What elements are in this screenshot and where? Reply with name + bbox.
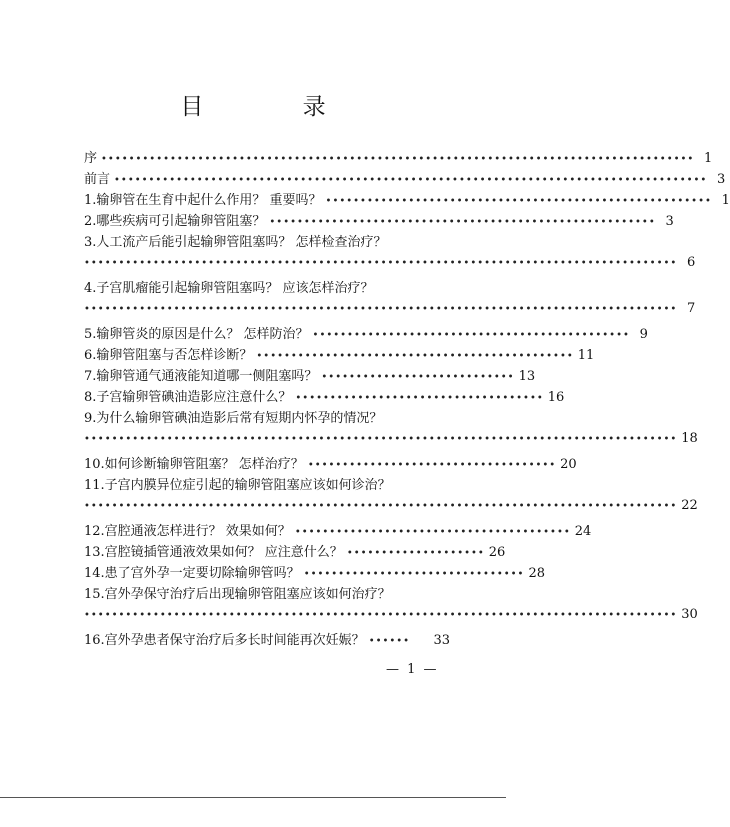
toc-entry-label: 14.患了宫外孕一定要切除输卵管吗？	[84, 566, 300, 581]
toc-entry-label: 5.输卵管炎的原因是什么？ 怎样防治？	[84, 327, 309, 342]
toc-entry-16[interactable]	[84, 630, 450, 651]
leader-dots: ••••••••••••••••••••••••••••••••••••••••••••••	[256, 351, 574, 362]
toc-entry-label: 11.子宫内膜异位症引起的输卵管阻塞应该如何诊治？	[84, 478, 391, 493]
page-number: — 1 —	[386, 662, 439, 677]
leader-dots: ••••••••••••••••••••	[346, 548, 485, 559]
leader-dots: ••••••••••••••••••••••••••••••••••••	[307, 460, 557, 471]
toc-entry-label: 7.输卵管通气通液能知道哪一侧阻塞吗？	[84, 369, 318, 384]
leader-dots: ••••••••••••••••••••••••••••••••••••••••••••••••••••••••••••••••••••••••••••••••••••••	[84, 610, 678, 621]
leader-dots: ••••••	[368, 636, 411, 647]
toc-entry-label: 2.哪些疾病可引起输卵管阻塞？	[84, 214, 266, 229]
leader-dots: ••••••••••••••••••••••••••••••••••••••••••••••••••••••••••••••••••••••••••••••••••••••	[84, 501, 678, 512]
leader-dots: ••••••••••••••••••••••••••••••••	[303, 569, 525, 580]
table-of-contents	[84, 148, 730, 651]
toc-entry-8[interactable]	[84, 387, 565, 408]
toc-entry-label: 6.输卵管阻塞与否怎样诊断？	[84, 348, 253, 363]
toc-entry-page: 1	[721, 193, 730, 208]
toc-entry-9[interactable]	[84, 408, 698, 449]
toc-entry-page: 22	[681, 498, 698, 513]
toc-entry-11[interactable]	[84, 475, 698, 516]
page-title: 目 录	[180, 94, 372, 120]
toc-entry-label: 前言	[84, 172, 111, 187]
toc-entry-foreword[interactable]	[84, 169, 726, 190]
toc-entry-12[interactable]	[84, 521, 592, 542]
toc-entry-13[interactable]	[84, 542, 506, 563]
leader-dots: ••••••••••••••••••••••••••••••••••••••••••••••••••••••••••••••••••••••••••••••••••••••	[84, 304, 678, 315]
toc-entry-label: 8.子宫输卵管碘油造影应注意什么？	[84, 390, 292, 405]
toc-entry-6[interactable]	[84, 345, 595, 366]
toc-entry-page: 33	[433, 633, 450, 648]
leader-dots: ••••••••••••••••••••••••••••••••••••••••••••••••••••••••	[269, 217, 656, 228]
leader-dots: ••••••••••••••••••••••••••••••••••••••••••••••	[312, 330, 630, 341]
toc-entry-page: 9	[639, 327, 648, 342]
leader-dots: ••••••••••••••••••••••••••••••••••••••••	[294, 527, 571, 538]
toc-entry-page: 30	[681, 607, 698, 622]
toc-entry-label: 序	[84, 151, 98, 166]
toc-entry-label: 12.宫腔通液怎样进行？ 效果如何？	[84, 524, 291, 539]
toc-entry-label: 4.子宫肌瘤能引起输卵管阻塞吗？ 应该怎样治疗？	[84, 281, 374, 296]
leader-dots: ••••••••••••••••••••••••••••••••••••••••••••••••••••••••	[325, 196, 712, 207]
leader-dots: ••••••••••••••••••••••••••••••••••••••••••••••••••••••••••••••••••••••••••••••••••••••	[84, 434, 678, 445]
bottom-rule	[0, 797, 506, 798]
toc-entry-page: 16	[547, 390, 565, 405]
toc-entry-page: 18	[681, 431, 698, 446]
toc-entry-label: 3.人工流产后能引起输卵管阻塞吗？ 怎样检查治疗？	[84, 235, 387, 250]
leader-dots: ••••••••••••••••••••••••••••••••••••••••••••••••••••••••••••••••••••••••••••••••••••••	[84, 258, 678, 269]
toc-entry-page: 13	[518, 369, 536, 384]
toc-entry-4[interactable]	[84, 278, 696, 319]
leader-dots: ••••••••••••••••••••••••••••	[321, 372, 515, 383]
toc-entry-label: 9.为什么输卵管碘油造影后常有短期内怀孕的情况？	[84, 411, 383, 426]
toc-entry-page: 24	[574, 524, 592, 539]
toc-entry-page: 20	[560, 457, 577, 472]
toc-entry-7[interactable]	[84, 366, 536, 387]
toc-entry-page: 3	[665, 214, 674, 229]
toc-entry-label: 13.宫腔镜插管通液效果如何？ 应注意什么？	[84, 545, 343, 560]
leader-dots: ••••••••••••••••••••••••••••••••••••••••••••••••••••••••••••••••••••••••••••••••••••••	[101, 154, 695, 165]
toc-entry-page: 6	[686, 255, 696, 270]
toc-entry-page: 3	[717, 172, 726, 187]
toc-entry-page: 1	[704, 151, 713, 166]
toc-entry-label: 15.宫外孕保守治疗后出现输卵管阻塞应该如何治疗？	[84, 587, 391, 602]
toc-entry-14[interactable]	[84, 563, 545, 584]
toc-entry-page: 28	[528, 566, 545, 581]
toc-entry-label: 10.如何诊断输卵管阻塞？ 怎样治疗？	[84, 457, 304, 472]
toc-entry-label: 1.输卵管在生育中起什么作用？ 重要吗？	[84, 193, 322, 208]
toc-entry-10[interactable]	[84, 454, 577, 475]
toc-entry-page: 7	[686, 301, 696, 316]
toc-entry-2[interactable]	[84, 211, 674, 232]
toc-entry-1[interactable]	[84, 190, 730, 211]
leader-dots: ••••••••••••••••••••••••••••••••••••••••••••••••••••••••••••••••••••••••••••••••••••••	[114, 175, 708, 186]
toc-entry-5[interactable]	[84, 324, 648, 345]
leader-dots: ••••••••••••••••••••••••••••••••••••	[295, 393, 544, 404]
toc-entry-preface[interactable]	[84, 148, 713, 169]
toc-entry-page: 11	[577, 348, 595, 363]
toc-entry-label: 16.宫外孕患者保守治疗后多长时间能再次妊娠？	[84, 633, 365, 648]
toc-entry-15[interactable]	[84, 584, 698, 625]
toc-entry-page: 26	[488, 545, 506, 560]
toc-entry-3[interactable]	[84, 232, 696, 273]
